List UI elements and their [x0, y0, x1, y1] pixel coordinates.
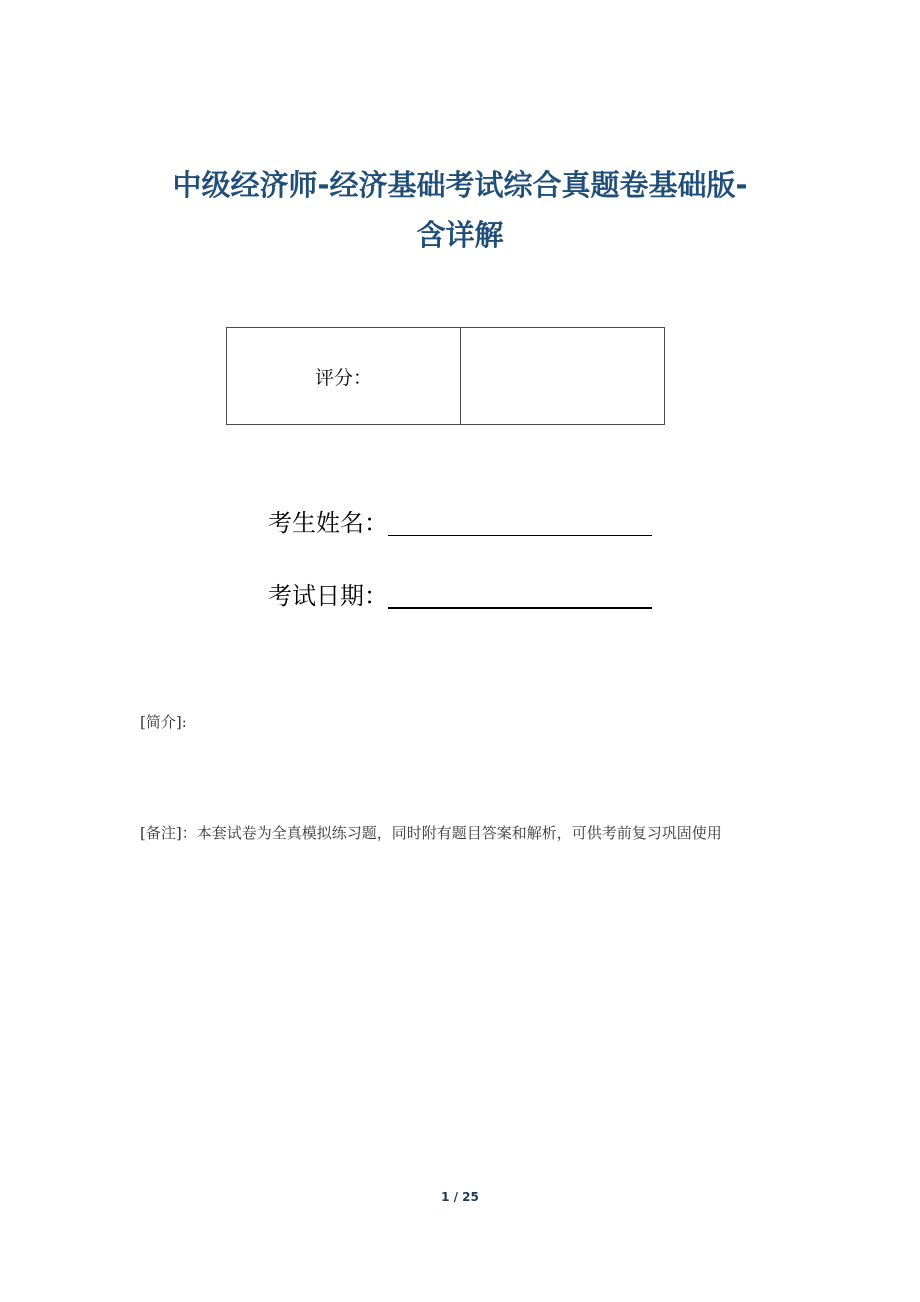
document-title-line-1: 中级经济师-经济基础考试综合真题卷基础版-: [172, 168, 748, 202]
page-number: 1 / 25: [441, 1190, 479, 1204]
intro-text: [简介]:: [140, 713, 187, 731]
score-value-cell: [461, 328, 664, 424]
exam-date-field: [268, 576, 652, 616]
score-table: [226, 327, 665, 425]
exam-date-blank-line: [388, 607, 652, 609]
note-text: [备注]：本套试卷为全真模拟练习题，同时附有题目答案和解析，可供考前复习巩固使用: [140, 824, 722, 842]
score-label: 评分：: [227, 328, 461, 424]
candidate-name-blank-line: [388, 535, 652, 536]
exam-date-label: 考试日期：: [268, 582, 388, 610]
document-title-line-2: 含详解: [416, 218, 504, 252]
candidate-name-label: 考生姓名：: [268, 509, 388, 537]
candidate-name-field: [268, 503, 652, 543]
